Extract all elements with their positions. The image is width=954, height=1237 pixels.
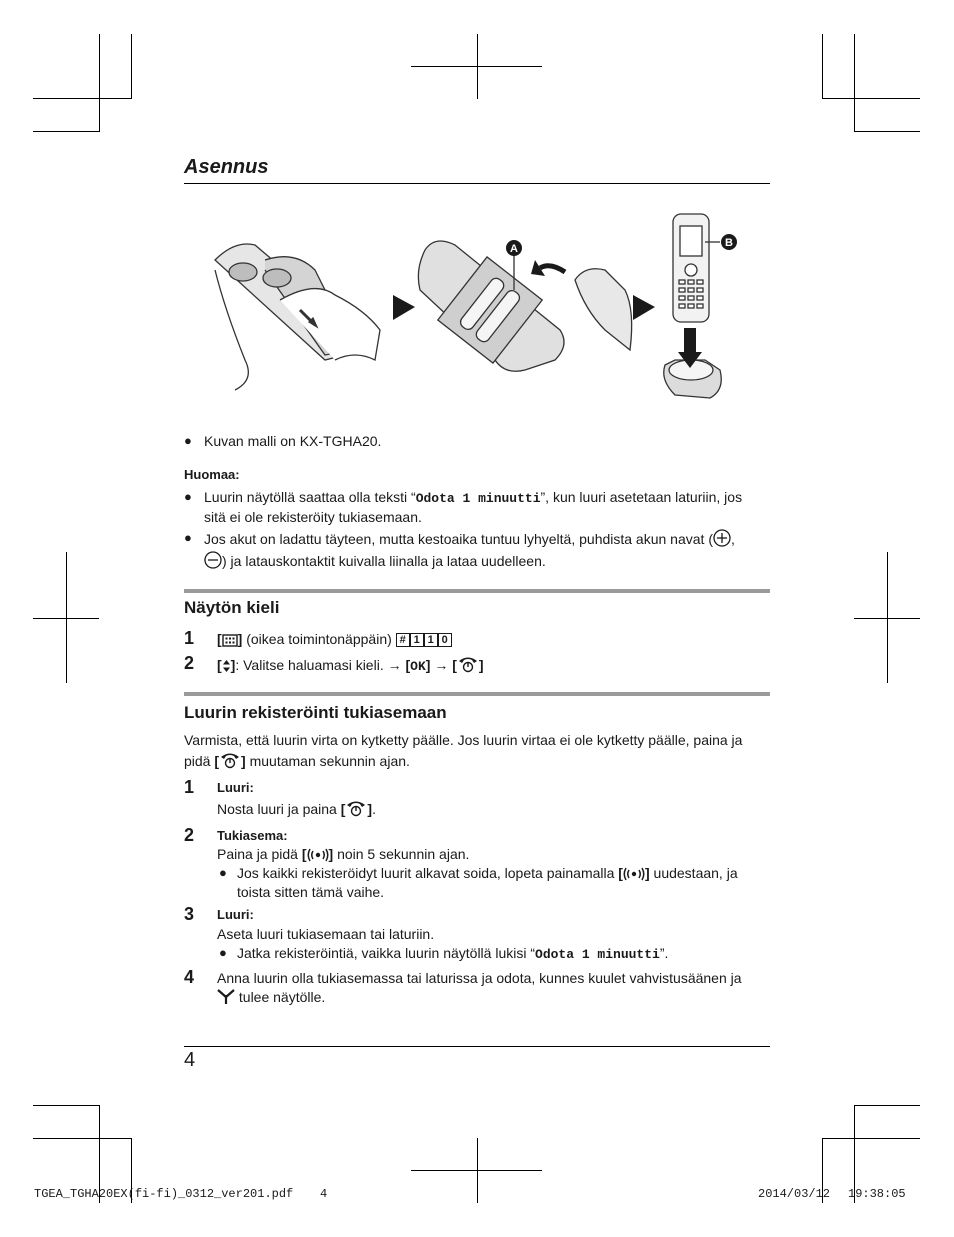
note-item-1: Luurin näytöllä saattaa olla teksti “Odota 1 minuutti”, kun luuri asetetaan laturiin, jos (204, 489, 743, 506)
down-arrow-icon (684, 328, 696, 354)
language-step-1: [ ] (oikea toimintonäppäin) # 1 1 0 (217, 630, 452, 649)
note-item-1-line2: sitä ei ole rekisteröity tukiasemaan. (204, 509, 422, 525)
off-key-icon (457, 655, 479, 673)
crop-mark (854, 618, 920, 619)
section-divider (184, 692, 770, 696)
crop-mark (411, 66, 542, 67)
svg-text:B: B (725, 237, 733, 249)
print-date: 2014/03/12 (758, 1187, 831, 1201)
crop-mark (33, 618, 99, 619)
up-down-key-icon (222, 659, 231, 673)
key-hash: # (396, 633, 410, 647)
minus-terminal-icon (204, 551, 222, 569)
language-section-title: Näytön kieli (184, 598, 280, 617)
step-label: Luuri: (217, 907, 254, 922)
section-divider (184, 589, 770, 593)
step-number: 1 (184, 777, 195, 797)
registration-step-1: Nosta luuri ja paina [ ]. (217, 801, 376, 817)
crop-mark (822, 1138, 920, 1139)
battery-install-illustration (205, 210, 750, 410)
bullet-icon: ● (184, 530, 192, 545)
bullet-icon: ● (219, 865, 227, 880)
key-0: 0 (438, 633, 452, 647)
language-step-2: [ ]: Valitse haluamasi kieli. → [OK] → [ ] (217, 657, 484, 674)
bullet-icon: ● (219, 945, 227, 960)
locator-key-icon (307, 848, 329, 862)
registration-step-4: Anna luurin olla tukiasemassa tai laturissa ja odota, kunnes kuulet vahvistusäänen ja (217, 970, 742, 986)
registration-step-3-bullet: Jatka rekisteröintiä, vaikka luurin näytöllä lukisi “Odota 1 minuutti”. (237, 945, 669, 962)
antenna-icon (217, 989, 235, 1005)
step-number: 4 (184, 967, 195, 987)
step-number: 1 (184, 628, 195, 648)
arrow-right-icon: → (387, 657, 402, 673)
crop-mark (822, 34, 823, 99)
crop-mark (33, 98, 131, 99)
next-arrow-icon (393, 295, 415, 320)
model-note: Kuvan malli on KX-TGHA20. (204, 433, 382, 449)
note-item-2-line2: ) ja latauskontaktit kuivalla liinalla ja lataa uudelleen. (204, 551, 546, 571)
registration-section-title: Luurin rekisteröinti tukiasemaan (184, 703, 447, 722)
bullet-icon: ● (184, 489, 192, 504)
step-label: Tukiasema: (217, 828, 288, 843)
header-rule (184, 183, 770, 184)
locator-key-icon (623, 867, 645, 881)
crop-mark (854, 1105, 920, 1106)
svg-text:A: A (510, 243, 518, 255)
registration-step-2-bullet-line2: toista sitten tämä vaihe. (237, 884, 385, 900)
step-number: 3 (184, 904, 195, 924)
crop-mark (99, 34, 100, 132)
step-number: 2 (184, 653, 195, 673)
menu-key-icon (222, 634, 238, 647)
crop-mark (854, 34, 855, 132)
page-number: 4 (184, 1049, 196, 1071)
ok-key: OK (410, 659, 426, 674)
display-message: Odota 1 minuutti (415, 491, 541, 506)
crop-mark (822, 98, 920, 99)
registration-intro-line2: pidä [ ] muutaman sekunnin ajan. (184, 753, 410, 769)
crop-mark (33, 1138, 131, 1139)
registration-step-2: Paina ja pidä [ ] noin 5 sekunnin ajan. (217, 846, 470, 862)
step-label: Luuri: (217, 780, 254, 795)
print-time: 19:38:05 (848, 1187, 906, 1201)
display-message: Odota 1 minuutti (535, 947, 660, 962)
battery-compartment-illustration (418, 241, 564, 371)
crop-mark (854, 131, 920, 132)
off-key-icon (345, 799, 367, 817)
plus-terminal-icon (713, 529, 731, 547)
handset-cover-illustration (215, 244, 380, 390)
registration-step-2-bullet: Jos kaikki rekisteröidyt luurit alkavat soida, lopeta painamalla [ ] uudestaan, ja (237, 865, 738, 881)
crop-mark (411, 1170, 542, 1171)
notes-heading: Huomaa: (184, 467, 240, 482)
registration-step-3: Aseta luuri tukiasemaan tai laturiin. (217, 926, 435, 942)
footer-rule (184, 1046, 770, 1047)
registration-step-4-line2: tulee näytölle. (217, 988, 325, 1007)
off-key-icon (219, 751, 241, 769)
step-number: 2 (184, 825, 195, 845)
key-1: 1 (424, 633, 438, 647)
note-item-2: Jos akut on ladattu täyteen, mutta kestoaika tuntuu lyhyeltä, puhdista akun navat ( , (204, 531, 735, 547)
crop-mark (33, 1105, 99, 1106)
next-arrow-icon (633, 295, 655, 320)
arrow-right-icon: → (434, 657, 449, 673)
key-1: 1 (410, 633, 424, 647)
crop-mark (33, 131, 99, 132)
print-filename: TGEA_TGHA20EX(fi-fi)_0312_ver201.pdf (34, 1187, 294, 1201)
page-section-title: Asennus (184, 156, 269, 178)
print-page: 4 (320, 1187, 328, 1201)
bullet-icon: ● (184, 433, 192, 448)
registration-intro: Varmista, että luurin virta on kytketty päälle. Jos luurin virtaa ei ole kytketty päälle, paina ja (184, 732, 743, 748)
handset-charger-illustration (664, 214, 722, 398)
crop-mark (131, 34, 132, 99)
